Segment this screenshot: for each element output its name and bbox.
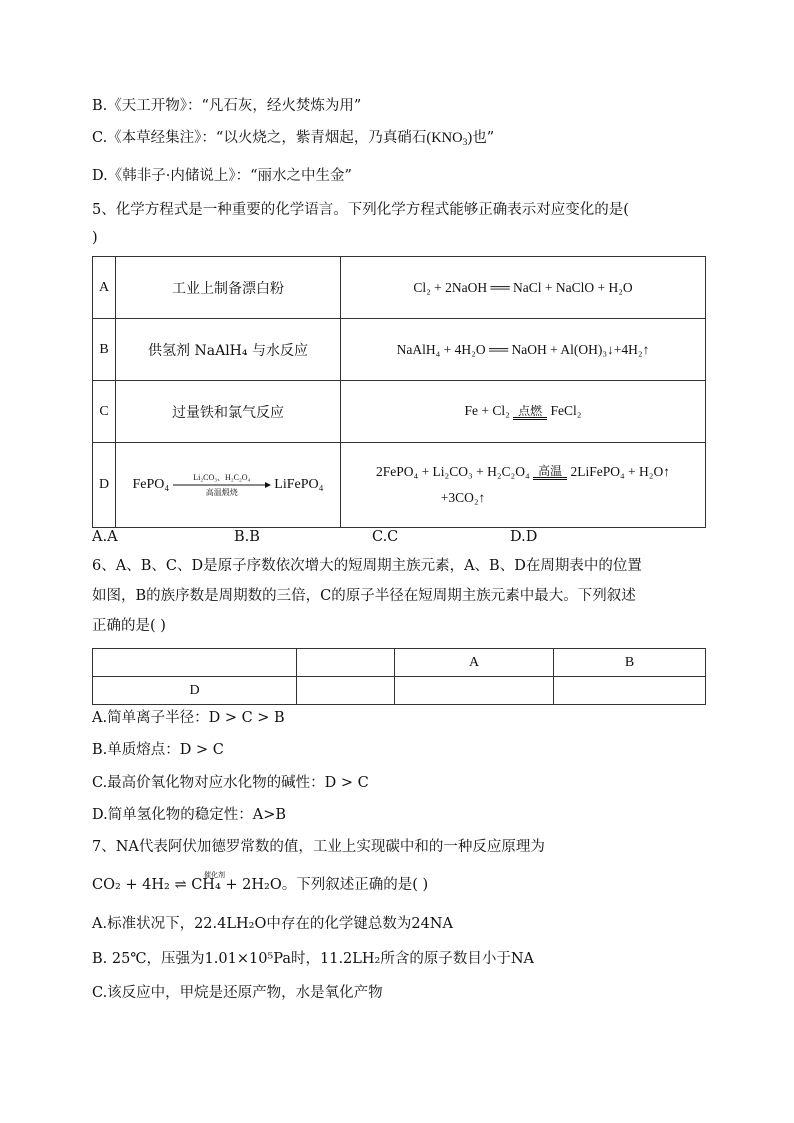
q5-row-desc: 工业上制备漂白粉 — [116, 257, 341, 319]
q5-row-desc-d: FePO₄ Li₂CO₃、H₂C₂O₄ 高温煅烧 LiFePO₄ — [116, 443, 341, 528]
q7-option-c: C.该反应中，甲烷是还原产物，水是氧化产物 — [92, 985, 383, 1001]
catalyst-label: 催化剂 — [204, 871, 225, 879]
q6-stem-line3: 正确的是( ) — [92, 618, 166, 634]
q5-answer-a: A.A — [92, 529, 118, 545]
q5-stem-line1: 5、化学方程式是一种重要的化学语言。下列化学方程式能够正确表示对应变化的是( — [92, 202, 629, 218]
condition-high-temp: 高温 — [533, 465, 567, 480]
q5-equation-c: Fe + Cl₂ 点燃 FeCl₂ — [341, 381, 706, 443]
option-c-prev: C.《本草经集注》：“以火烧之，紫青烟起，乃真硝石$(KNO_3)$也” — [92, 130, 495, 148]
q6-option-d: D.简单氢化物的稳定性：A>B — [92, 807, 286, 823]
q6-option-b: B.单质熔点：D > C — [92, 742, 224, 758]
q5-answers — [92, 527, 712, 547]
q5-row-label: C — [93, 381, 116, 443]
q6-option-a: A.简单离子半径：D > C > B — [92, 710, 285, 726]
condition-ignite: 点燃 — [513, 405, 547, 420]
kno3-formula: $(KNO_3)$ — [426, 130, 473, 148]
q5-row-desc: 过量铁和氯气反应 — [116, 381, 341, 443]
q7-option-a: A.标准状况下，22.4LH₂O中存在的化学键总数为24NA — [92, 916, 453, 932]
q5-row-label: D — [93, 443, 116, 528]
q5-row-d — [93, 443, 706, 528]
q5-row-c — [93, 381, 706, 443]
q5-row-label: B — [93, 319, 116, 381]
reaction-arrow: Li₂CO₃、H₂C₂O₄ 高温煅烧 — [173, 473, 271, 497]
q5-answer-c: C.C — [372, 529, 399, 545]
q6-option-c: C.最高价氧化物对应水化物的碱性：D > C — [92, 775, 369, 791]
option-d-prev: D.《韩非子·内储说上》：“丽水之中生金” — [92, 168, 352, 184]
q5-table — [92, 256, 706, 528]
q6-stem-line1: 6、A、B、C、D是原子序数依次增大的短周期主族元素，A、B、D在周期表中的位置 — [92, 558, 642, 574]
q5-row-a — [93, 257, 706, 319]
q5-stem-line2: ) — [92, 230, 98, 246]
q6-table-row: D — [93, 677, 706, 705]
option-c-prev-text: C.《本草经集注》：“以火烧之，紫青烟起，乃真硝石 — [92, 130, 427, 146]
q5-equation-d: 2FePO₄ + Li₂CO₃ + H₂C₂O₄ 高温 2LiFePO₄ + H₂O↑ +3CO₂↑ — [341, 443, 706, 528]
q6-stem-line2: 如图，B的族序数是周期数的三倍，C的原子半径在短周期主族元素中最大。下列叙述 — [92, 588, 636, 604]
q5-row-b — [93, 319, 706, 381]
q6-periodic-table — [92, 648, 706, 705]
q5-answer-b: B.B — [234, 529, 260, 545]
option-b-prev: B.《天工开物》：“凡石灰，经火焚炼为用” — [92, 98, 362, 114]
q5-row-label: A — [93, 257, 116, 319]
q7-stem-line2: CO₂ + 4H₂ ⇌ CH₄ + 2H₂O。下列叙述正确的是( ) 催化剂 — [92, 875, 428, 895]
q6-table-row: A B — [93, 649, 706, 677]
q5-equation-b: NaAlH₄ + 4H₂O ══ NaOH + Al(OH)₃↓+4H₂↑ — [341, 319, 706, 381]
q5-equation-a: Cl₂ + 2NaOH ══ NaCl + NaClO + H₂O — [341, 257, 706, 319]
q7-stem-line1: 7、NA代表阿伏加德罗常数的值，工业上实现碳中和的一种反应原理为 — [92, 839, 545, 855]
q5-row-desc: 供氢剂 NaAlH₄ 与水反应 — [116, 319, 341, 381]
q5-answer-d: D.D — [510, 529, 538, 545]
q7-option-b: B. 25℃，压强为1.01×10⁵Pa时，11.2LH₂所含的原子数目小于NA — [92, 951, 535, 967]
